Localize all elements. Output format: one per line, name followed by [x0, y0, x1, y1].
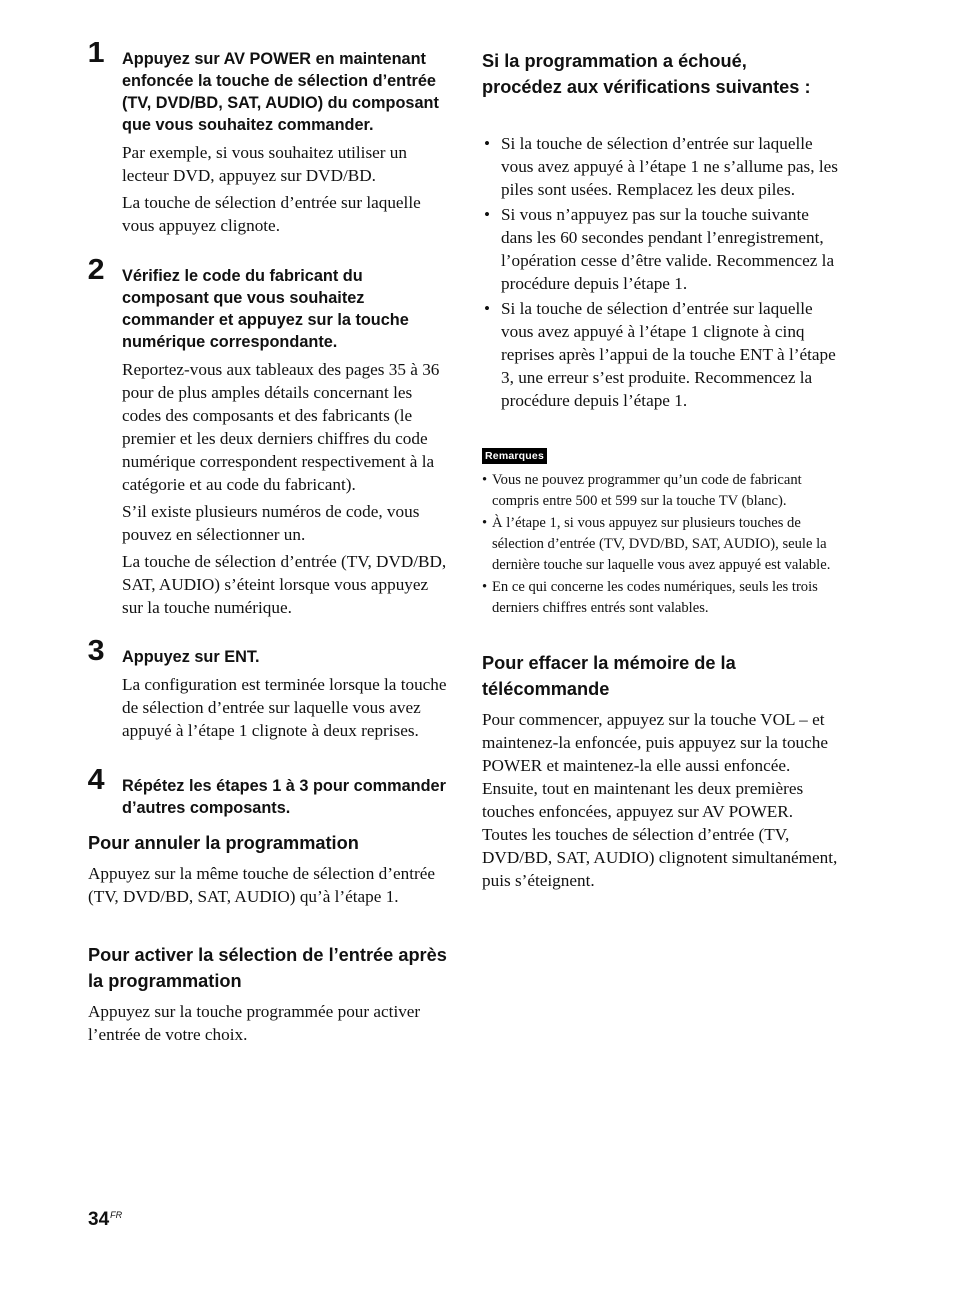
step-4	[87, 764, 448, 819]
activate-paragraph: Appuyez sur la touche programmée pour activer l’entrée de votre choix.	[88, 1002, 421, 1044]
clear-memory-paragraph: Pour commencer, appuyez sur la touche VOL – et maintenez-la enfoncée, puis appuyez sur la touche POWER et maintenez-la elle aussi enfoncée. Ensuite, tout en maintenant les deux premières touches enfoncées, appuyez sur AV POWER.	[482, 710, 828, 821]
step-number: 1	[87, 37, 104, 69]
notes-list	[482, 470, 844, 620]
failed-title: Si la programmation a échoué, procédez aux vérifications suivantes :	[482, 51, 811, 97]
cancel-paragraph: Appuyez sur la même touche de sélection d’entrée (TV, DVD/BD, SAT, AUDIO) qu’à l’étape 1.	[88, 864, 435, 906]
step-number: 2	[87, 254, 104, 286]
step-number: 4	[87, 764, 104, 796]
page-language-suffix: FR	[110, 1210, 123, 1220]
step-heading: Répétez les étapes 1 à 3 pour commander d’autres composants.	[122, 777, 446, 817]
failed-list	[482, 132, 844, 414]
cancel-body	[88, 862, 448, 908]
activate-title: Pour activer la sélection de l’entrée après la programmation	[88, 945, 447, 991]
failed-item: • Si la touche de sélection d’entrée sur laquelle vous avez appuyé à l’étape 1 clignote à cinq reprises après l’appui de la touche ENT à l’étape 3, une erreur s’est produite. Recommencez la procédure depuis l’étape 1.	[482, 297, 844, 412]
step-paragraph: La touche de sélection d’entrée (TV, DVD/BD, SAT, AUDIO) s’éteint lorsque vous appuyez sur la touche numérique.	[122, 552, 447, 617]
step-heading: Appuyez sur ENT.	[122, 648, 260, 666]
step-3	[87, 635, 448, 742]
activate-body	[88, 1000, 448, 1046]
step-heading: Vérifiez le code du fabricant du composant que vous souhaitez commander et appuyez sur la touche numérique correspondante.	[122, 267, 409, 351]
step-paragraph: Par exemple, si vous souhaitez utiliser un lecteur DVD, appuyez sur DVD/BD.	[122, 143, 407, 185]
note-item: • Vous ne pouvez programmer qu’un code de fabricant compris entre 500 et 599 sur la touche TV (blanc).	[482, 470, 844, 512]
notes-label: Remarques	[482, 448, 547, 464]
clear-memory-title: Pour effacer la mémoire de la télécommande	[482, 653, 736, 699]
step-heading: Appuyez sur AV POWER en maintenant enfoncée la touche de sélection d’entrée (TV, DVD/BD, SAT, AUDIO) du composant que vous souhaitez commander.	[122, 50, 439, 134]
page-number-value: 34	[88, 1209, 110, 1230]
page-number	[88, 1200, 122, 1235]
step-number: 3	[87, 635, 104, 667]
step-paragraph: La configuration est terminée lorsque la touche de sélection d’entrée sur laquelle vous avez appuyé à l’étape 1 clignote à deux reprises.	[122, 675, 447, 740]
step-1	[87, 37, 448, 237]
failed-item: • Si la touche de sélection d’entrée sur laquelle vous avez appuyé à l’étape 1 ne s’allume pas, les piles sont usées. Remplacez les deux piles.	[482, 132, 844, 201]
step-paragraph: La touche de sélection d’entrée sur laquelle vous appuyez clignote.	[122, 193, 421, 235]
step-paragraph: S’il existe plusieurs numéros de code, vous pouvez en sélectionner un.	[122, 502, 420, 544]
note-item: • À l’étape 1, si vous appuyez sur plusieurs touches de sélection d’entrée (TV, DVD/BD, SAT, AUDIO), seule la dernière touche sur laquelle vous avez appuyé est valable.	[482, 513, 844, 576]
step-2	[87, 254, 448, 619]
clear-memory-body	[482, 708, 844, 892]
cancel-title: Pour annuler la programmation	[88, 833, 359, 853]
note-item: • En ce qui concerne les codes numériques, seuls les trois derniers chiffres entrés sont valables.	[482, 577, 844, 619]
step-paragraph: Reportez-vous aux tableaux des pages 35 à 36 pour de plus amples détails concernant les codes des composants et des fabricants (le premier et les deux derniers chiffres du code numérique correspondent respectivement à la catégorie et au code du fabricant).	[122, 360, 440, 494]
failed-item: • Si vous n’appuyez pas sur la touche suivante dans les 60 secondes pendant l’enregistrement, l’opération cesse d’être valide. Recommencez la procédure depuis l’étape 1.	[482, 203, 844, 295]
clear-memory-paragraph: Toutes les touches de sélection d’entrée (TV, DVD/BD, SAT, AUDIO) clignotent simultanément, puis s’éteignent.	[482, 825, 838, 890]
